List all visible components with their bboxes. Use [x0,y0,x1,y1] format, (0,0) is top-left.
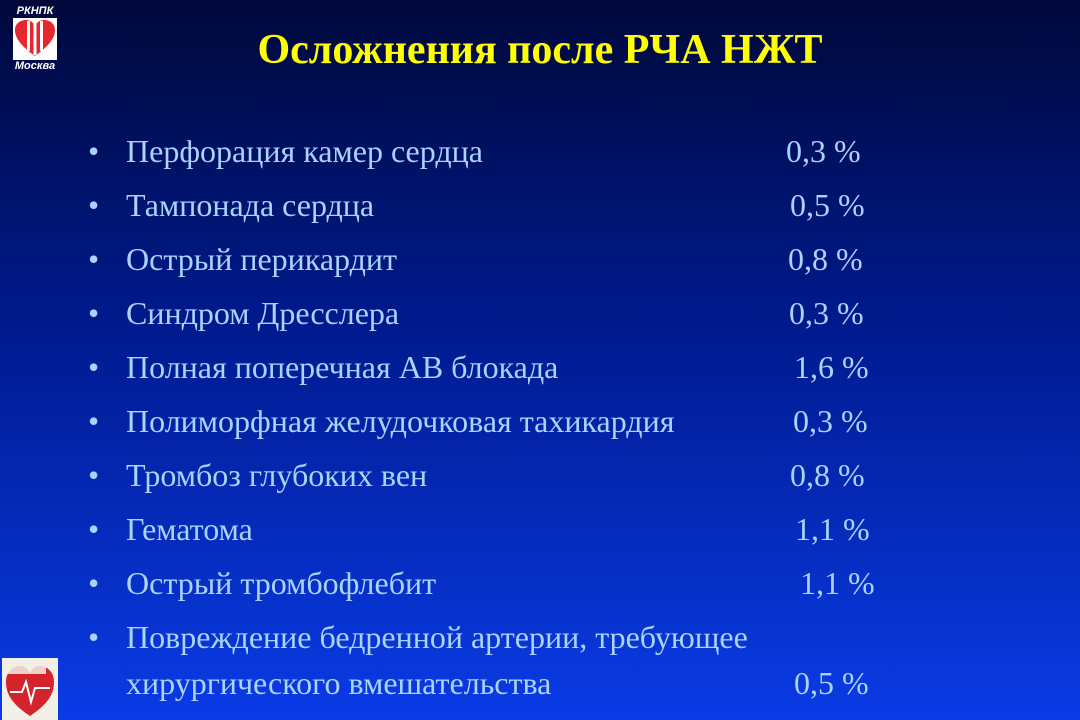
bullet: • [88,565,100,601]
item-value: 1,1 % [800,565,875,601]
item-value: 1,1 % [795,511,870,547]
bullet: • [88,511,100,547]
list-item [88,290,928,344]
list-item [88,182,928,236]
bullet: • [88,619,100,655]
item-label: Повреждение бедренной артерии, требующее хирургического вмешательства [126,619,748,701]
list-item [88,614,928,710]
item-value: 0,3 % [786,133,861,169]
list-item [88,344,928,398]
logo-city: Москва [14,60,56,72]
item-value: 0,5 % [790,187,865,223]
bullet: • [88,457,100,493]
bullet: • [88,349,100,385]
item-value: 0,8 % [790,457,865,493]
item-value: 1,6 % [794,349,869,385]
item-value: 0,3 % [789,295,864,331]
complications-list [88,128,928,710]
list-item [88,236,928,290]
item-value: 0,3 % [793,403,868,439]
list-item [88,398,928,452]
item-value: 0,5 % [794,665,869,701]
item-label: Тампонада сердца [126,187,375,223]
list-item [88,560,928,614]
bullet: • [88,295,100,331]
item-label: Полиморфная желудочковая тахикардия [126,403,675,439]
list-item [88,128,928,182]
item-label: Перфорация камер сердца [126,133,483,169]
item-label: Острый тромбофлебит [126,565,437,601]
item-label: Синдром Дресслера [126,295,400,331]
item-label: Полная поперечная АВ блокада [126,349,559,385]
item-label: Тромбоз глубоких вен [126,457,428,493]
item-value: 0,8 % [788,241,863,277]
list-item [88,506,928,560]
item-label: Гематома [126,511,253,547]
item-label: Острый перикардит [126,241,397,277]
bullet: • [88,241,100,277]
bullet: • [88,133,100,169]
bullet: • [88,187,100,223]
society-emblem-icon [2,658,58,720]
bullet: • [88,403,100,439]
list-item [88,452,928,506]
slide-title: Осложнения после РЧА НЖТ [257,27,823,73]
logo-code: РКНПК [16,5,54,17]
